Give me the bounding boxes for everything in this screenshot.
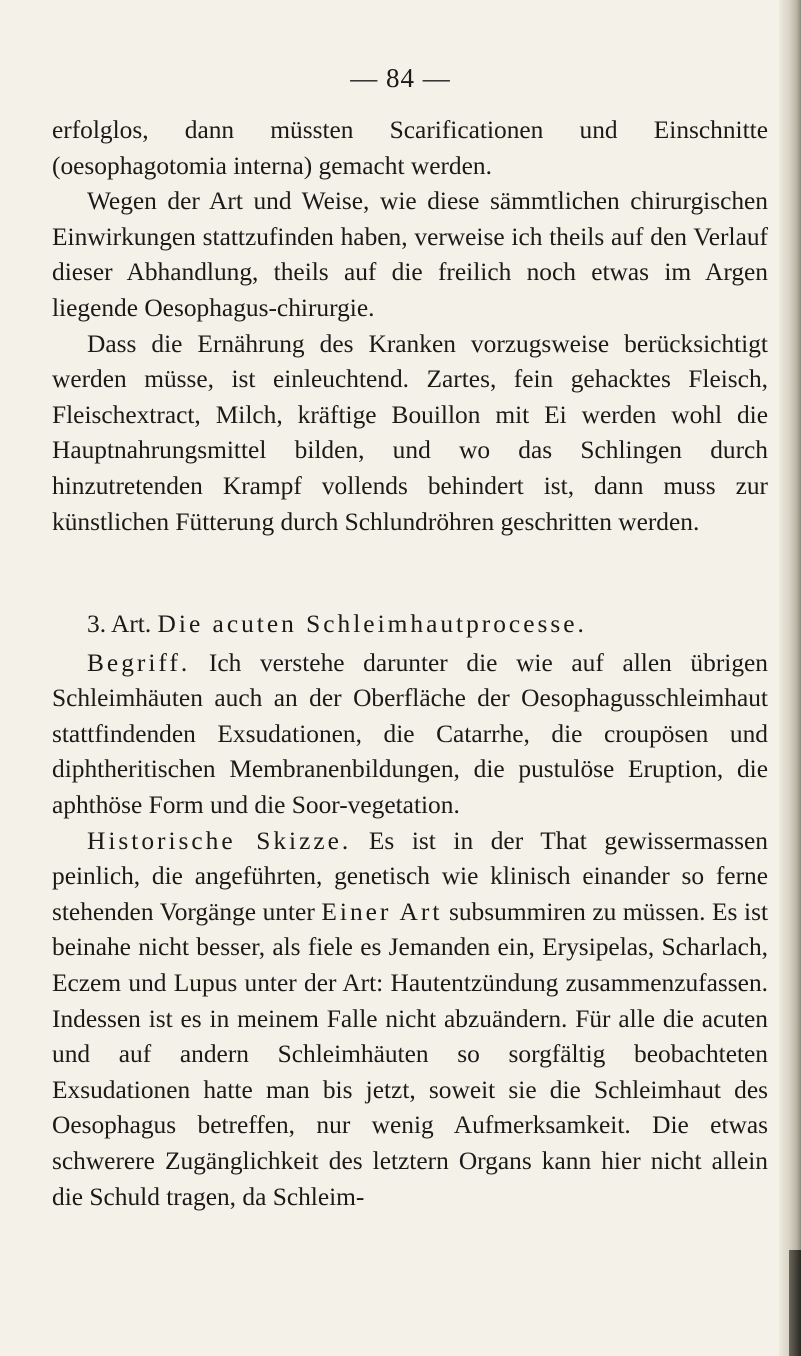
begriff-text: Ich verstehe darunter die wie auf allen übrigen Schleimhäuten auch an der Oberfläche der Oesophagusschleimhaut stattfindenden Exsudationen, die Catarrhe, die croupösen und diphtheritischen Membranenbildungen, die pustulöse Eruption, die aphthöse Form und die Soor-vegetation. <box>52 648 768 819</box>
section-title: Die acuten Schleimhautprocesse. <box>157 610 587 638</box>
historische-text-after: subsummiren zu müssen. Es ist beinahe nicht besser, als fiele es Jemanden ein, Erysipelas, Scharlach, Eczem und Lupus unter der Art: Hautentzündung zusammenzufassen. Indessen ist es in meinem Falle nicht abzuändern. Für alle die acuten und auf andern Schleimhäuten so sorgfältig beobachteten Exsudationen hatte man bis jetzt, soweit sie die Schleimhaut des Oesophagus betreffen, nur wenig Aufmerksamkeit. Die etwas schwerere Zugänglichkeit des letztern Organs kann hier nicht allein die Schuld tragen, da Schleim- <box>52 897 768 1211</box>
page-edge-shadow <box>779 0 801 1356</box>
begriff-lead: Begriff. <box>87 648 191 677</box>
continuation-paragraph: erfolglos, dann müssten Scarificationen und Einschnitte (oesophagotomia interna) gemacht werden. <box>52 116 768 180</box>
page-number: — 84 — <box>350 63 451 93</box>
section-number: 3. Art. <box>87 610 152 638</box>
paragraph-historische-skizze <box>52 824 768 1216</box>
text-block-lower <box>52 607 768 1215</box>
page-edge-dark-corner <box>789 1250 801 1356</box>
text-block-upper <box>52 113 768 540</box>
historische-text-before: Es ist in der That gewissermassen peinlich, die angeführten, genetisch wie klinisch einander so ferne stehenden Vorgänge unter <box>52 826 768 926</box>
paragraph-nutrition: Dass die Ernährung des Kranken vorzugsweise berücksichtigt werden müsse, ist einleuchtend. Zartes, fein gehacktes Fleisch, Fleischextract, Milch, kräftige Bouillon mit Ei werden wohl die Hauptnahrungsmittel bilden, und wo das Schlingen durch hinzutretenden Krampf vollends behindert ist, dann muss zur künstlichen Fütterung durch Schlundröhren geschritten werden. <box>52 329 768 536</box>
section-heading <box>52 607 768 643</box>
paragraph-surgery-reference: Wegen der Art und Weise, wie diese sämmtlichen chirurgischen Einwirkungen stattzufinden haben, verweise ich theils auf den Verlauf dieser Abhandlung, theils auf die freilich noch etwas im Argen liegende Oesophagus-chirurgie. <box>52 187 768 322</box>
paragraph-begriff <box>52 646 768 824</box>
historische-emphasis: Einer Art <box>321 897 443 926</box>
historische-lead: Historische Skizze. <box>87 826 352 855</box>
